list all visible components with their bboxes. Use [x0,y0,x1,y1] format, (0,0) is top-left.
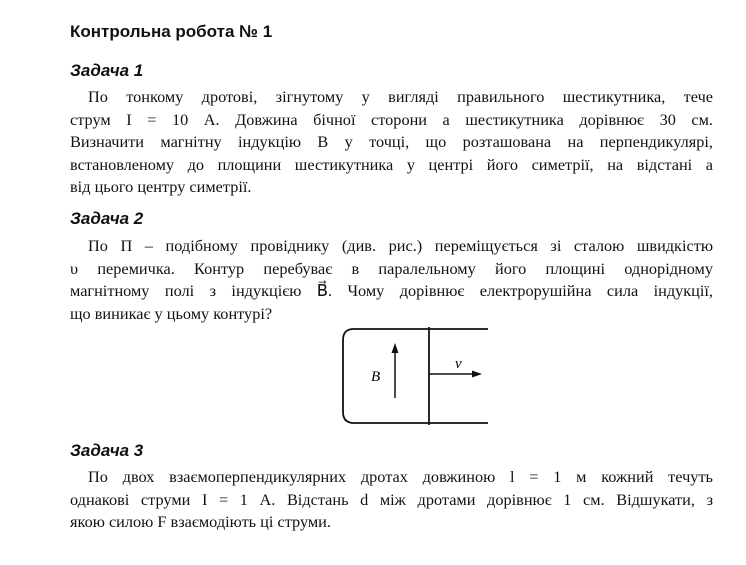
task-2-line-1: По П – подібному провіднику (див. рис.) переміщується зі сталою швидкістю [88,236,713,255]
task-3-line-1: По двох взаємоперпендикулярних дротах довжиною l = 1 м кожний течуть [88,467,713,486]
task-1-line-3: Визначити магнітну індукцію B у точці, що розташована на перпендикулярі, [70,132,713,151]
task-3-text [70,466,713,534]
conductor-figure [340,327,490,425]
field-label: B⃗ [371,369,392,385]
document-title: Контрольна робота № 1 [70,22,273,41]
task-2-heading: Задача 2 [70,209,144,228]
task-1-text [70,86,713,199]
task-2-line-4: що виникає у цьому контурі? [70,303,273,323]
u-shaped-conductor [343,329,488,423]
task-3-heading: Задача 3 [70,441,144,460]
task-1-line-5: від цього центру симетрії. [70,177,252,196]
velocity-arrow-head [472,371,482,378]
task-1-line-1: По тонкому дротові, зігнутому у вигляді правильного шестикутника, тече [88,87,713,106]
task-1-heading: Задача 1 [70,61,144,80]
task-1-line-2: струм I = 10 А. Довжина бічної сторони a шестикутника дорівнює 30 см. [70,109,713,129]
task-2-line-2: υ перемичка. Контур перебуває в паралельному його площині однорідному [70,258,713,278]
task-1-line-4: встановленому до площини шестикутника у центрі його симетрії, на відстані a [70,154,713,174]
task-2-line-3: магнітному полі з індукцією B⃗. Чому дорівнює електрорушійна сила індукції, [70,281,713,300]
task-3-line-3: якою силою F взаємодіють ці струми. [70,512,331,531]
task-3-line-2: однакові струми I = 1 А. Відстань d між дротами дорівнює 1 см. Відшукати, з [70,489,713,509]
field-arrow-head [392,343,399,353]
velocity-label: v⃗ [455,356,474,372]
task-2-text [70,235,713,325]
